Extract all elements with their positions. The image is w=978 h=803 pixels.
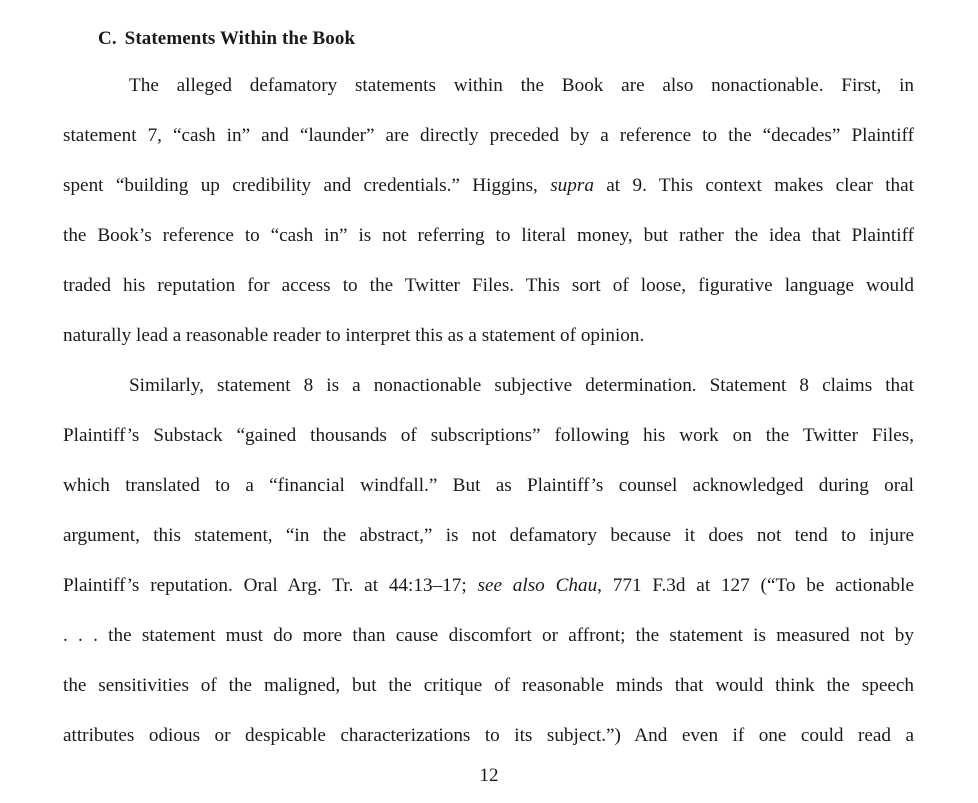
paragraph-line xyxy=(63,675,914,697)
paragraph-line xyxy=(63,325,914,347)
line-text: Plaintiff’s Substack “gained thousands of subscriptions” following his work on the Twitter Files, xyxy=(63,425,914,446)
line-text: naturally lead a reasonable reader to interpret this as a statement of opinion. xyxy=(63,325,645,346)
citation-italic: supra xyxy=(550,175,594,196)
page-number: 12 xyxy=(479,765,499,786)
line-text: the Book’s reference to “cash in” is not referring to literal money, but rather the idea that Plaintiff xyxy=(63,225,914,246)
line-text: traded his reputation for access to the Twitter Files. This sort of loose, figurative language would xyxy=(63,275,914,296)
paragraph-line xyxy=(63,625,914,647)
paragraph-line xyxy=(63,275,914,297)
line-text: at 9. This context makes clear that xyxy=(593,175,914,196)
line-text: The alleged defamatory statements within the Book are also nonactionable. First, in xyxy=(129,75,914,96)
line-text: spent “building up credibility and credentials.” Higgins, xyxy=(63,175,551,196)
line-text: attributes odious or despicable characterizations to its subject.”) And even if one could read a xyxy=(63,725,914,746)
paragraph-line xyxy=(63,475,914,497)
line-text: Plaintiff’s reputation. Oral Arg. Tr. at 44:13–17; xyxy=(63,575,478,596)
line-text: the sensitivities of the maligned, but the critique of reasonable minds that would think the speech xyxy=(63,675,914,696)
line-text: . . . the statement must do more than cause discomfort or affront; the statement is measured not by xyxy=(63,625,914,646)
line-text: which translated to a “financial windfall.” But as Plaintiff’s counsel acknowledged during oral xyxy=(63,475,914,496)
paragraph-line xyxy=(63,225,914,247)
paragraph-line xyxy=(63,125,914,147)
paragraph-line xyxy=(129,75,914,97)
paragraph-line xyxy=(63,425,914,447)
paragraph-line xyxy=(63,575,914,597)
section-letter: C. xyxy=(98,28,117,49)
citation-italic: see also Chau xyxy=(477,575,598,596)
line-text: , 771 F.3d at 127 (“To be actionable xyxy=(597,575,914,596)
paragraph-line xyxy=(129,375,914,397)
section-title: Statements Within the Book xyxy=(124,28,356,49)
paragraph-line xyxy=(63,525,914,547)
paragraph-line xyxy=(63,175,914,197)
line-text: argument, this statement, “in the abstract,” is not defamatory because it does not tend to injure xyxy=(63,525,914,546)
section-heading xyxy=(98,28,355,50)
paragraph-line xyxy=(63,725,914,747)
line-text: statement 7, “cash in” and “launder” are directly preceded by a reference to the “decades” Plaintiff xyxy=(63,125,914,146)
line-text: Similarly, statement 8 is a nonactionable subjective determination. Statement 8 claims that xyxy=(129,375,914,396)
